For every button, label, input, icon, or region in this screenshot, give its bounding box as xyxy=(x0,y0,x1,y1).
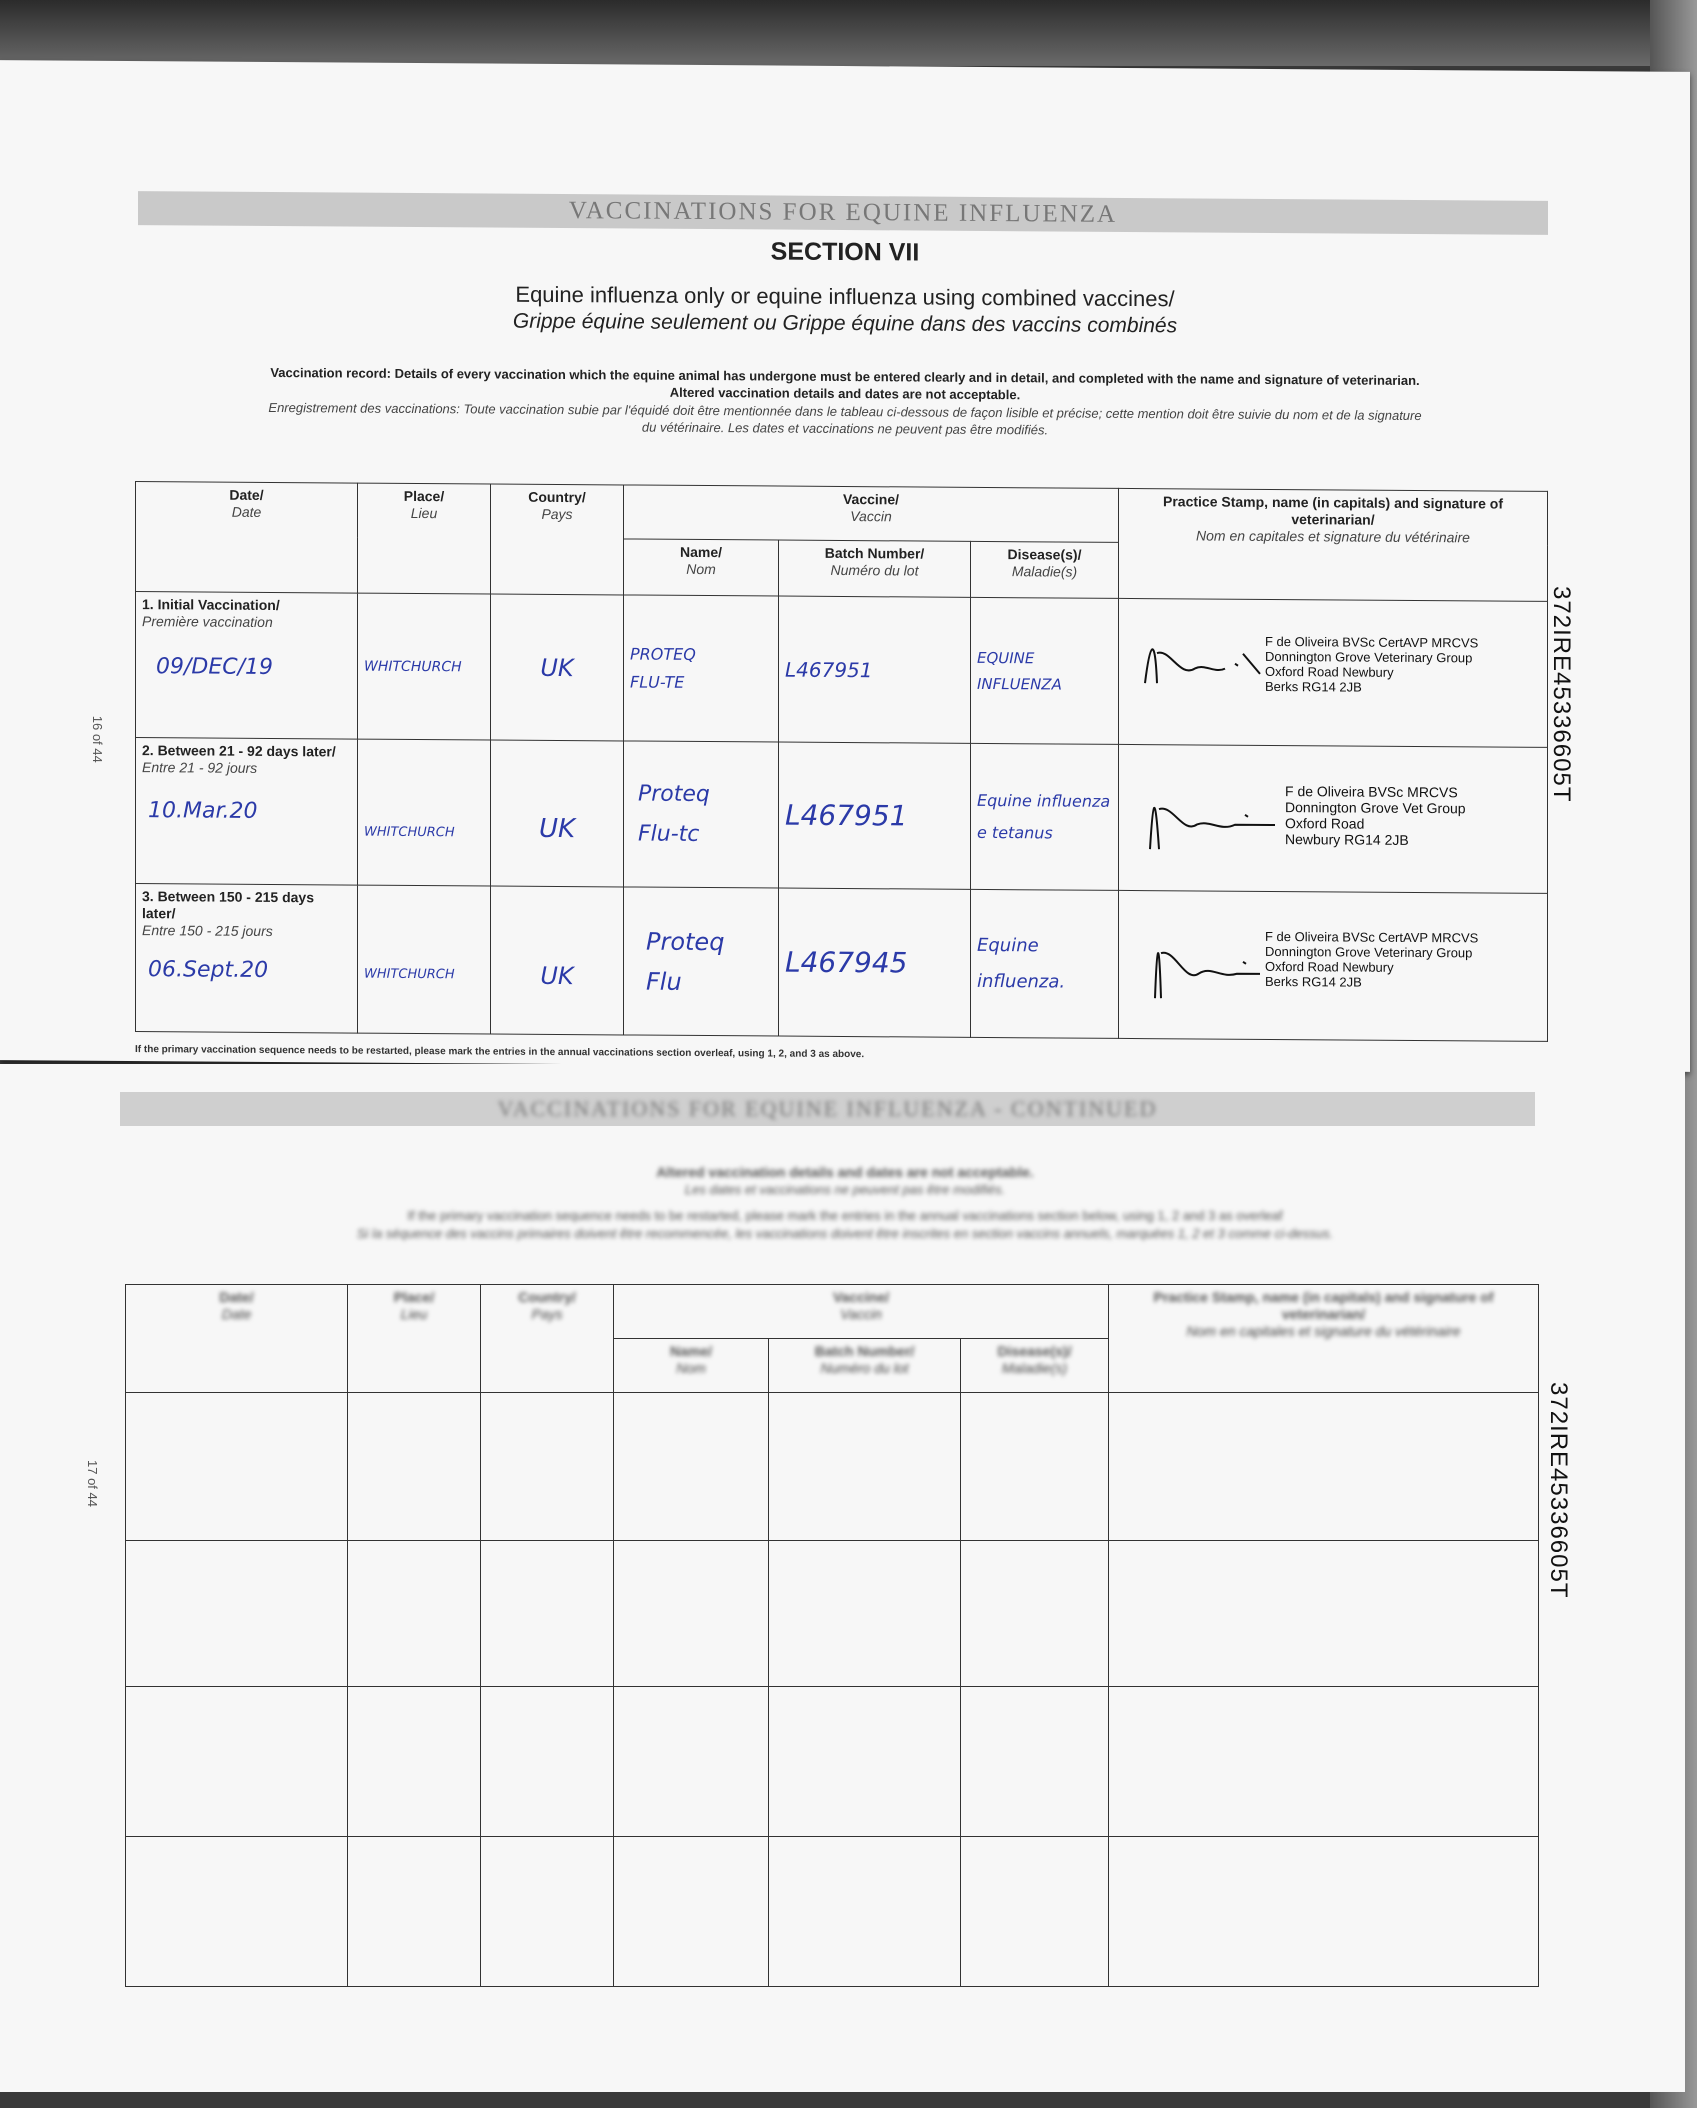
note-1: Altered vaccination details and dates are not acceptable. xyxy=(656,1164,1034,1180)
page-number: 17 of 44 xyxy=(85,1460,100,1507)
table-row xyxy=(126,1541,1539,1687)
note-en-2: Altered vaccination details and dates are not acceptable. xyxy=(669,384,1021,403)
vaccination-table-continued xyxy=(125,1284,1539,1987)
disease-value: EQUINE INFLUENZA xyxy=(977,648,1062,694)
batch-cell xyxy=(779,742,971,889)
note-fr: Enregistrement des vaccinations: Toute vaccination subie par l'équidé doit être mentionnée dans le tableau ci-dessous de façon lisible et précise; cette mention doit être suivie du nom et de la signature xyxy=(268,399,1422,424)
batch-value: L467951 xyxy=(785,798,908,833)
practice-stamp: F de Oliveira BVSc CertAVP MRCVS Donnington Grove Veterinary Group Oxford Road Newbury Berks RG14 2JB xyxy=(1265,928,1479,990)
cover-top xyxy=(0,0,1697,66)
header-disease: Disease(s)/ Maladie(s) xyxy=(971,541,1119,598)
table-row xyxy=(136,884,1548,1042)
country-value: UK xyxy=(540,653,574,682)
note-1-fr: Les dates et vaccinations ne peuvent pas être modifiés. xyxy=(684,1182,1006,1197)
country-cell xyxy=(491,740,624,887)
vaccination-table xyxy=(135,481,1548,1042)
banner-title: VACCINATIONS FOR EQUINE INFLUENZA - CONTINUED xyxy=(497,1096,1158,1121)
vaccine-name-value: Proteq Flu xyxy=(646,927,725,996)
page-number: 16 of 44 xyxy=(90,715,105,763)
banner-title: VACCINATIONS FOR EQUINE INFLUENZA xyxy=(568,197,1118,228)
header-country: Country/ Pays xyxy=(481,1285,614,1393)
restart-note: If the primary vaccination sequence needs to be restarted, please mark the entries in the annual vaccinations section overleaf, using 1, 2, and 3 as above. xyxy=(135,1044,865,1061)
country-value: UK xyxy=(538,813,576,844)
note-en: Vaccination record: Details of every vaccination which the equine animal has undergone must be entered clearly and in detail, and completed with the name and signature of veterinarian. xyxy=(270,364,1420,389)
row-label-fr: Entre 150 - 215 jours xyxy=(142,922,273,940)
subtitle-fr: Grippe équine seulement ou Grippe équine dans des vaccins combinés xyxy=(512,309,1178,338)
header-date: Date/ Date xyxy=(136,482,358,594)
practice-stamp: F de Oliveira BVSc CertAVP MRCVS Donnington Grove Veterinary Group Oxford Road Newbury Berks RG14 2JB xyxy=(1265,633,1479,695)
signature-icon xyxy=(1125,913,1265,1004)
header-batch: Batch Number/ Numéro du lot xyxy=(779,540,971,597)
row-date-cell xyxy=(136,738,358,886)
place-value: WHITCHURCH xyxy=(364,824,455,841)
section-title: SECTION VII xyxy=(770,237,920,267)
header-name: Name/ Nom xyxy=(624,539,779,596)
table-row xyxy=(126,1687,1539,1837)
vaccine-name-cell xyxy=(624,887,779,1036)
vaccination-date: 09/DEC/19 xyxy=(156,654,274,681)
disease-cell xyxy=(971,889,1119,1038)
header-place: Place/ Lieu xyxy=(348,1285,481,1393)
vaccination-date: 06.Sept.20 xyxy=(148,957,269,983)
table-row xyxy=(136,592,1548,748)
header-date: Date/ Date xyxy=(126,1285,348,1393)
disease-value: Equine influenza e tetanus xyxy=(977,790,1111,842)
row-label-fr: Entre 21 - 92 jours xyxy=(142,759,258,776)
place-cell xyxy=(358,739,491,886)
table-row xyxy=(126,1837,1539,1987)
section-banner xyxy=(138,191,1548,235)
country-cell xyxy=(491,594,624,741)
header-country: Country/ Pays xyxy=(491,484,624,595)
row-label: 3. Between 150 - 215 days later/ xyxy=(142,888,314,922)
header-stamp: Practice Stamp, name (in capitals) and signature of veterinarian/ Nom en capitales et signature du vétérinaire xyxy=(1119,488,1548,601)
stamp-cell xyxy=(1119,598,1548,747)
note-2-fr: Si la séquence des vaccins primaires doivent être recommencée, les vaccinations doivent être inscrites en section vaccins annuels, marquées 1, 2 et 3 comme ci-dessus. xyxy=(356,1226,1334,1241)
place-cell xyxy=(358,885,491,1034)
table-row xyxy=(136,738,1548,894)
header-vaccine: Vaccine/ Vaccin xyxy=(624,485,1119,542)
section-banner xyxy=(120,1092,1535,1126)
place-value: WHITCHURCH xyxy=(364,966,455,983)
vaccine-name-cell xyxy=(624,595,779,742)
vaccination-date: 10.Mar.20 xyxy=(148,798,258,824)
stamp-cell xyxy=(1119,890,1548,1041)
row-label: 1. Initial Vaccination/ xyxy=(142,596,280,614)
header-vaccine: Vaccine/ Vaccin xyxy=(614,1285,1109,1339)
note-fr-2: du vétérinaire. Les dates et vaccinations ne peuvent pas être modifiés. xyxy=(641,419,1049,438)
passport-page-16 xyxy=(0,60,1690,1072)
header-disease: Disease(s)/ Maladie(s) xyxy=(961,1339,1109,1393)
passport-id: 372IRE45336605T xyxy=(1548,585,1575,803)
batch-cell xyxy=(779,596,971,743)
stamp-cell xyxy=(1119,744,1548,893)
disease-cell xyxy=(971,597,1119,744)
place-value: WHITCHURCH xyxy=(364,658,462,675)
vaccine-name-cell xyxy=(624,741,779,888)
row-date-cell xyxy=(136,592,358,740)
vaccine-name-value: Proteq Flu-tc xyxy=(638,781,710,847)
row-label: 2. Between 21 - 92 days later/ xyxy=(142,742,336,760)
passport-page-17 xyxy=(0,1064,1685,2092)
signature-icon xyxy=(1125,769,1285,860)
place-cell xyxy=(358,593,491,740)
batch-cell xyxy=(779,888,971,1037)
signature-icon xyxy=(1125,623,1265,704)
header-stamp: Practice Stamp, name (in capitals) and signature of veterinarian/ Nom en capitales et signature du vétérinaire xyxy=(1109,1285,1539,1393)
note-2: If the primary vaccination sequence needs to be restarted, please mark the entries in the annual vaccinations section below, using 1, 2 and 3 as overleaf xyxy=(407,1208,1283,1223)
row-date-cell xyxy=(136,884,358,1034)
disease-value: Equine influenza. xyxy=(977,934,1066,993)
country-value: UK xyxy=(540,961,574,990)
row-label-fr: Première vaccination xyxy=(142,613,273,631)
header-place: Place/ Lieu xyxy=(358,483,491,594)
vaccine-name-value: PROTEQ FLU-TE xyxy=(630,643,696,692)
batch-value: L467951 xyxy=(785,657,873,682)
header-name: Name/ Nom xyxy=(614,1339,769,1393)
header-batch: Batch Number/ Numéro du lot xyxy=(769,1339,961,1393)
passport-id: 372IRE45336605T xyxy=(1545,1382,1572,1599)
subtitle-en: Equine influenza only or equine influenza using combined vaccines/ xyxy=(515,281,1175,312)
batch-value: L467945 xyxy=(785,945,908,980)
disease-cell xyxy=(971,743,1119,890)
country-cell xyxy=(491,886,624,1035)
table-row xyxy=(126,1393,1539,1541)
practice-stamp: F de Oliveira BVSc MRCVS Donnington Grove Vet Group Oxford Road Newbury RG14 2JB xyxy=(1285,783,1466,848)
